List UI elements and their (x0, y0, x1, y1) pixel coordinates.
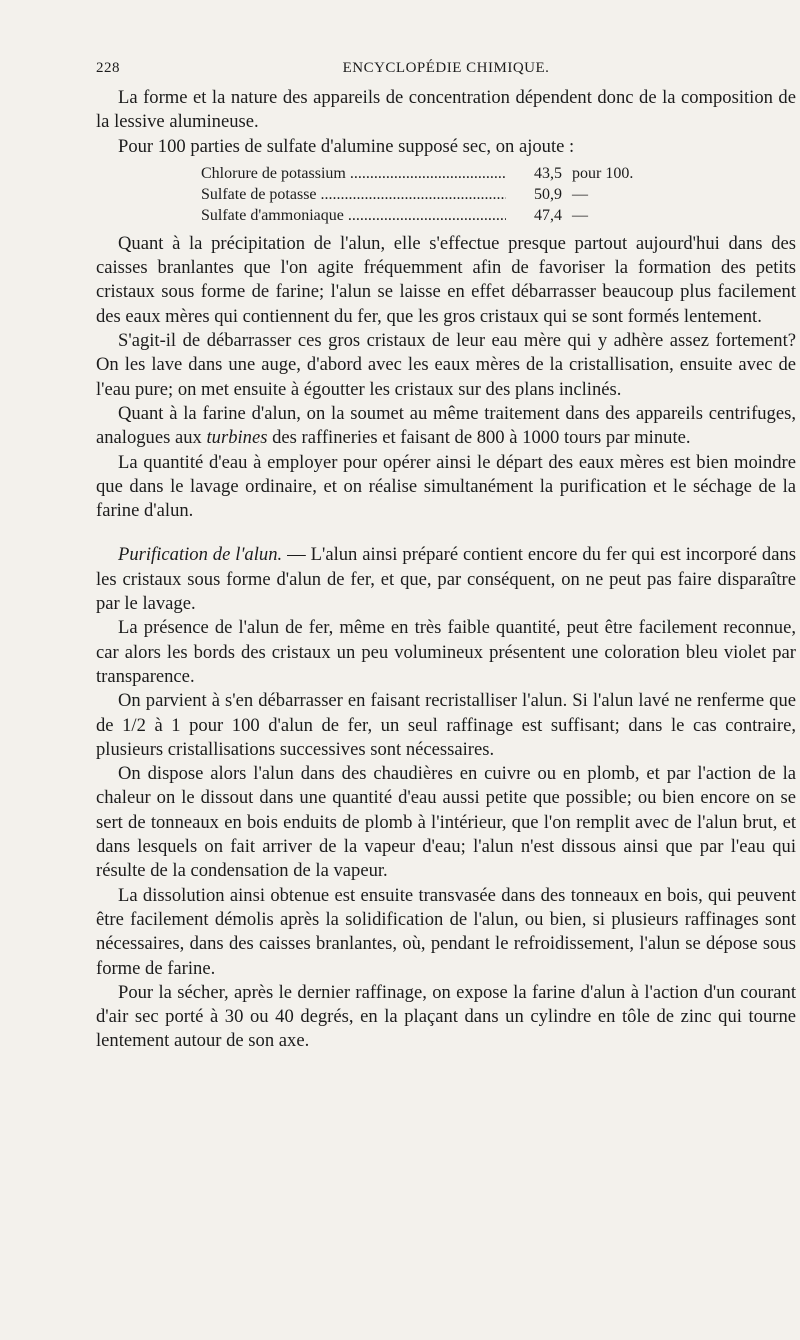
section-gap (96, 523, 796, 543)
paragraph-text: des raffineries et faisant de 800 à 1000 tours par minute. (267, 427, 691, 449)
table-cell-name: Sulfate de potasse ..... (201, 184, 506, 205)
paragraph-text: Quant à la farine d'alun, on la soumet au même traitement dans des appareils centrifuges, analogues aux (96, 402, 796, 449)
section-paragraph (96, 543, 796, 616)
page (96, 60, 796, 1054)
paragraph: S'agit-il de débarrasser ces gros cristaux de leur eau mère qui y adhère assez fortement? On les lave dans une auge, d'abord avec les eaux mères de la cristallisation, ensuite avec de l'eau pure; on met ensuite à égoutter les cristaux sur des plans inclinés. (96, 330, 796, 400)
table-cell-value: 47,4 (534, 206, 562, 224)
table-cell-value: 43,5 (534, 164, 562, 182)
table-cell-name: Sulfate d'ammoniaque ..... (201, 205, 506, 226)
solubility-table (201, 163, 796, 226)
page-number: 228 (96, 60, 120, 76)
paragraph-intro: La forme et la nature des appareils de concentration dépendent donc de la composition de la lessive alumineuse. (96, 87, 796, 133)
running-title: ENCYCLOPÉDIE CHIMIQUE. (342, 60, 550, 76)
table-cell-value: 50,9 (534, 185, 562, 203)
paragraph: On parvient à s'en débarrasser en faisant recristalliser l'alun. Si l'alun lavé ne renferme que de 1/2 à 1 pour 100 d'alun de fer, un seul raffinage est suffisant; dans le cas contraire, plusieurs cristallisations successives sont nécessaires. (96, 690, 796, 760)
italic-term: turbines (206, 427, 268, 449)
table-row (201, 205, 796, 226)
section-text: — L'alun ainsi préparé contient encore du fer qui est incorporé dans les cristaux sous forme d'alun de fer, et que, par conséquent, on ne peut pas faire disparaître par le lavage. (96, 544, 796, 615)
table-row (201, 184, 796, 205)
table-cell-unit: — (572, 206, 588, 224)
paragraph: La présence de l'alun de fer, même en très faible quantité, peut être facilement reconnue, car alors les bords des cristaux un peu volumineux présentent une coloration bleu violet par transparence. (96, 617, 796, 687)
paragraph: Pour la sécher, après le dernier raffinage, on expose la farine d'alun à l'action d'un courant d'air sec porté à 30 ou 40 degrés, en la plaçant dans un cylindre en tôle de zinc qui tourne lentement autour de son axe. (96, 981, 796, 1052)
paragraph: On dispose alors l'alun dans des chaudières en cuivre ou en plomb, et par l'action de la chaleur on le dissout dans une quantité d'eau aussi petite que possible; ou bien encore on se sert de tonneaux en bois enduits de plomb à l'intérieur, que l'on remplit avec de l'alun brut, et dans lesquels on fait arriver de la vapeur d'eau; l'alun n'est dissous ainsi que par l'eau qui résulte de la condensation de la vapeur. (96, 763, 796, 882)
paragraph (96, 402, 796, 451)
paragraph: Quant à la précipitation de l'alun, elle s'effectue presque partout aujourd'hui dans des caisses branlantes que l'on agite fréquemment afin de favoriser la formation des petits cristaux sous forme de farine; l'alun se laisse en effet débarrasser beaucoup plus facilement des eaux mères qui contiennent du fer, que les gros cristaux qui se sont formés lentement. (96, 232, 796, 327)
paragraph: La quantité d'eau à employer pour opérer ainsi le départ des eaux mères est bien moindre que dans le lavage ordinaire, et on réalise simultanément la purification et le séchage de la farine d'alun. (96, 451, 796, 522)
paragraph-intro-2: Pour 100 parties de sulfate d'alumine supposé sec, on ajoute : (118, 135, 575, 157)
section-title: Purification de l'alun. (118, 544, 283, 566)
paragraph: La dissolution ainsi obtenue est ensuite transvasée dans des tonneaux en bois, qui peuvent être facilement démolis après la solidification de l'alun, ou bien, si plusieurs raffinages sont nécessaires, dans des caisses branlantes, où, pendant le refroidissement, l'alun se dépose sous forme de farine. (96, 884, 796, 979)
table-row (201, 163, 796, 184)
table-cell-name: Chlorure de potassium ..... (201, 163, 506, 184)
table-cell-unit: pour 100. (572, 164, 634, 182)
table-cell-unit: — (572, 185, 588, 203)
page-header (96, 60, 796, 86)
